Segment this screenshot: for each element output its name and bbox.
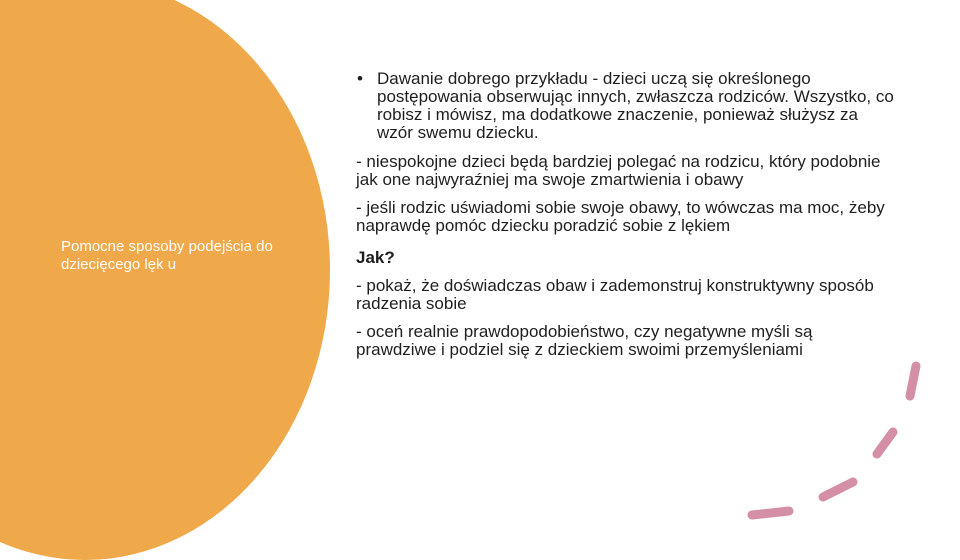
point-text: - pokaż, że doświadczas obaw i zademonstruj konstruktywny sposób radzenia sobie: [356, 276, 874, 313]
point-text: - oceń realnie prawdopodobieństwo, czy negatywne myśli są prawdziwe i podziel się z dzieckiem swoimi przemyśleniami: [356, 322, 813, 359]
slide-title: Pomocne sposoby podejścia do dziecięcego lęk u: [61, 238, 273, 273]
dash-segment: [823, 482, 853, 497]
point-text: - jeśli rodzic uświadomi sobie swoje obawy, to wówczas ma moc, żeby naprawdę pomóc dziecku poradzić sobie z lękiem: [356, 198, 885, 235]
dash-segment: [877, 432, 893, 454]
section-heading: Jak?: [356, 248, 395, 267]
dash-segment: [910, 366, 916, 396]
point-text: - niespokojne dzieci będą bardziej polegać na rodzicu, który podobnie jak one najwyraźniej ma swoje zmartwienia i obawy: [356, 152, 881, 189]
bullet-dot-icon: •: [357, 69, 363, 88]
dash-segment: [752, 511, 789, 515]
bullet-text: Dawanie dobrego przykładu - dzieci uczą się określonego postępowania obserwując innych, zwłaszcza rodziców. Wszystko, co robisz i mówisz, ma dodatkowe znaczenie, ponieważ służysz za wzór swemu dziecku.: [377, 69, 894, 142]
